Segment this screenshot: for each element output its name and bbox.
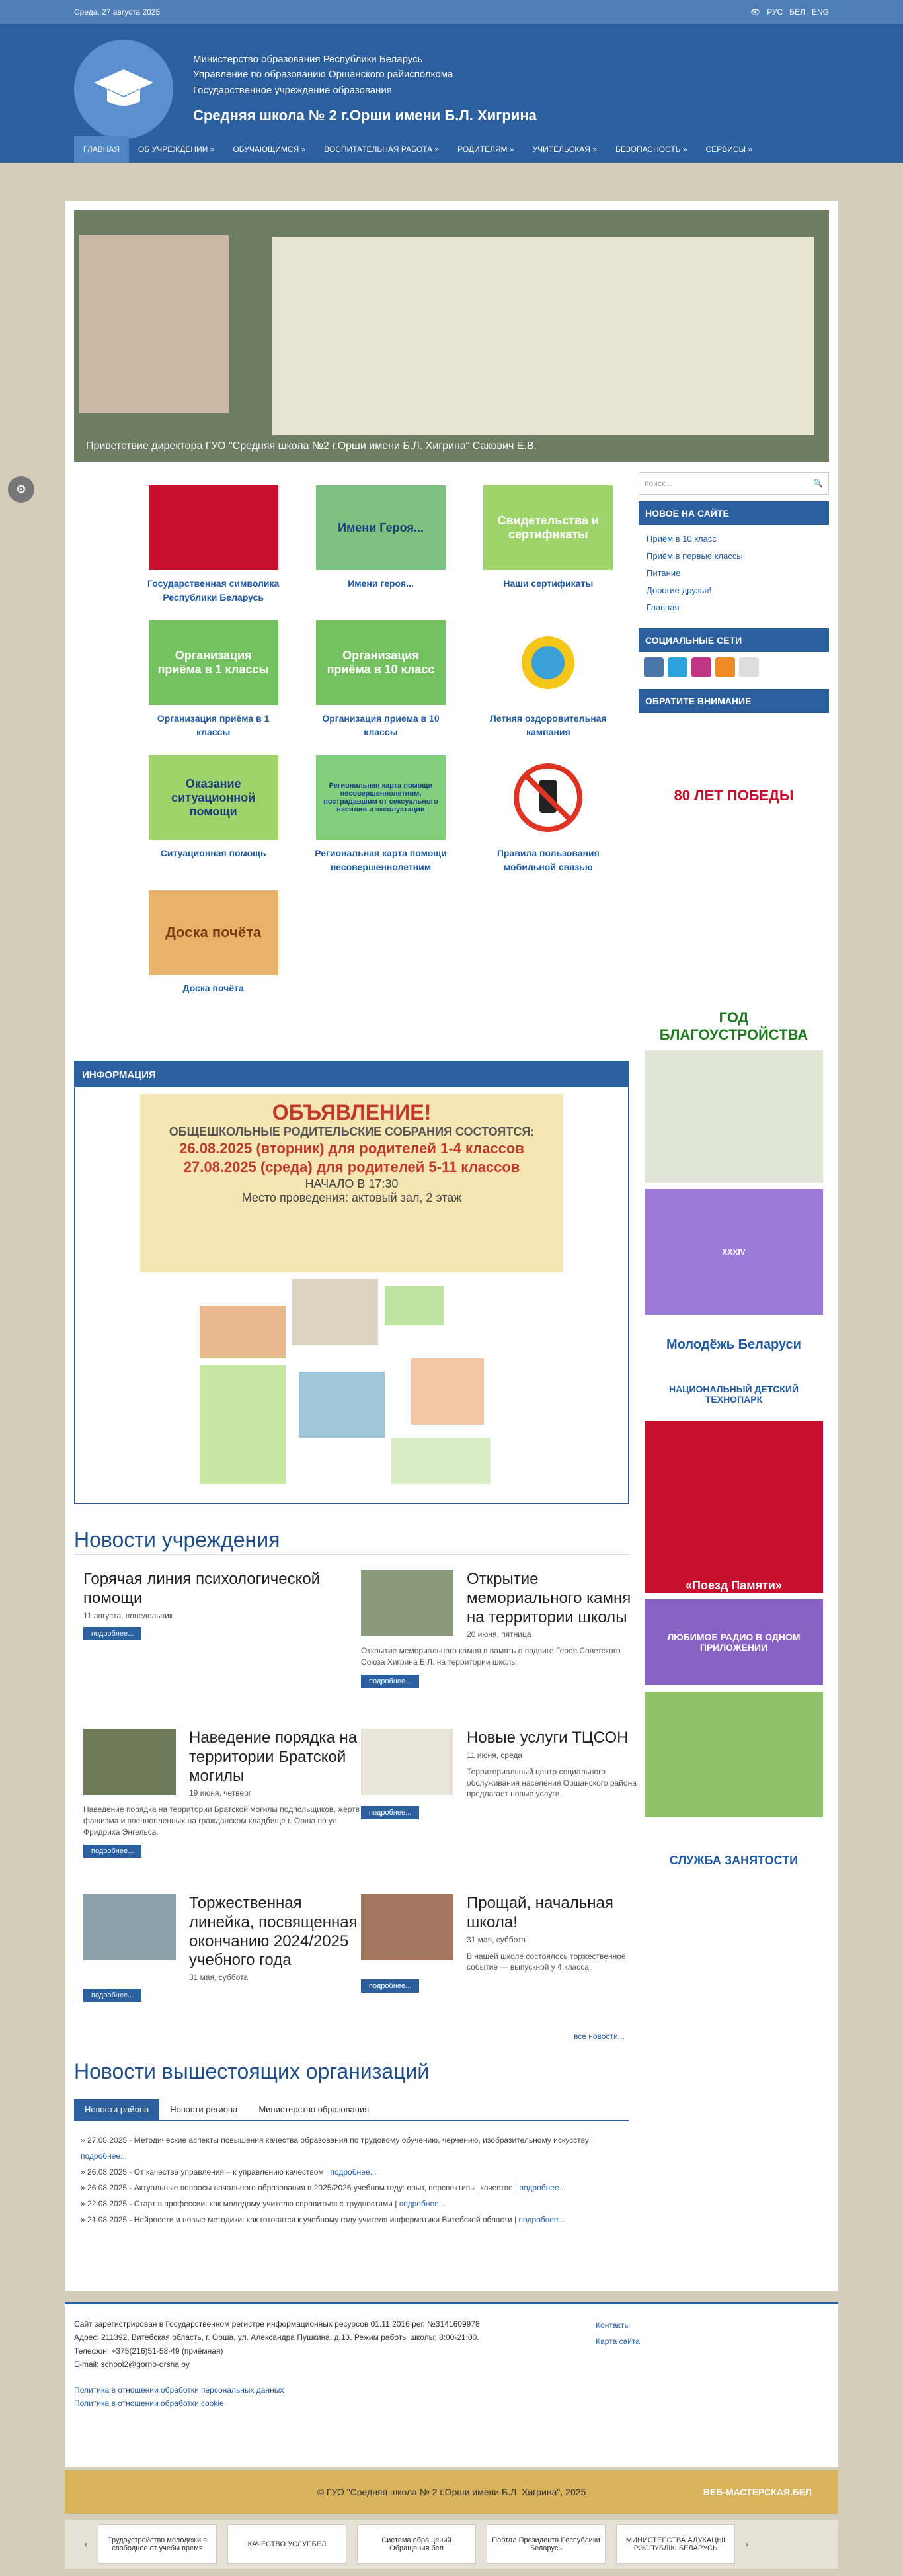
tab-news-item: » 21.08.2025 - Нейросети и новые методики: как готовятся к учебному году учителя информатики Витебской области | подробнее...: [81, 2215, 565, 2224]
tab-news-item: » 26.08.2025 - Актуальные вопросы начального образования в 2025/2026 учебном году: опыт, перспективы, качество | подробнее...: [81, 2183, 566, 2192]
arrow-right-icon[interactable]: ›: [746, 2540, 748, 2549]
info-collage-image[interactable]: [193, 1279, 510, 1491]
employment-service-banner[interactable]: СЛУЖБА ЗАНЯТОСТИ: [645, 1824, 823, 1897]
news-thumbnail[interactable]: [361, 1894, 453, 1960]
news-item: Прощай, начальная школа! 31 мая, суббота В нашей школе состоялось торжественное событие — выпускной у 4 класса. подробнее...: [361, 1894, 639, 1993]
partner-carousel: ‹ Трудоустройство молодежи в свободное от учебы время КАЧЕСТВО УСЛУГ.БЕЛ Система обращений Обращения.бел Портал Президента Республики Беларусь МИНИСТЕРСТВА АДУКАЦЫІ РЭСПУБЛІКІ БЕЛАРУСЬ ›: [65, 2520, 838, 2569]
news-tabs: [74, 2099, 629, 2121]
site-header: [0, 24, 903, 163]
search-icon[interactable]: 🔍: [813, 479, 823, 488]
quick-link-regional-map[interactable]: Региональная карта помощи несовершеннолетним, пострадавшим от сексуального насилия и эксплуатации Региональная карта помощи несовершеннолетним: [297, 755, 464, 874]
year-of-improvement-banner[interactable]: ГОД БЛАГОУСТРОЙСТВА: [645, 878, 823, 1044]
state-symbols-icon: [149, 485, 278, 570]
school-name: Средняя школа № 2 г.Орши имени Б.Л. Хигрина: [193, 106, 537, 124]
announcement-poster[interactable]: ОБЪЯВЛЕНИЕ! ОБЩЕШКОЛЬНЫЕ РОДИТЕЛЬСКИЕ СОБРАНИЯ СОСТОЯТСЯ: 26.08.2025 (вторник) для родителей 1-4 классов 27.08.2025 (среда) для родителей 5-11 классов НАЧАЛО В 17:30 Место проведения: актовый зал, 2 этаж: [140, 1094, 563, 1272]
quick-link-situational-help[interactable]: Оказание ситуационной помощи Ситуационная помощь: [130, 755, 297, 874]
nav-parents[interactable]: РОДИТЕЛЯМ »: [457, 145, 514, 154]
graduation-cap-icon: [91, 63, 157, 116]
telegram-icon[interactable]: [668, 657, 687, 677]
footer: Сайт зарегистрирован в Государственном регистре информационных ресурсов 01.11.2016 рег. №3141609978 Адрес: 211392, Витебская область, г. Орша, ул. Александра Пушкина, д.13. Режим работы школы: 8:00-21:00. Телефон: +375(216)51-58-49 (приёмная) E-mail: school2@gorno-orsha.by Политика в отношении обработки персональных данных Политика в отношении обработки cookie Контакты Карта сайта: [65, 2302, 838, 2467]
copyright-bar: © ГУО "Средняя школа № 2 г.Орши имени Б.Л. Хигрина", 2025 ВЕБ-МАСТЕРСКАЯ.БЕЛ: [65, 2470, 838, 2514]
instagram-icon[interactable]: [691, 657, 711, 677]
news-thumbnail[interactable]: [361, 1729, 453, 1795]
youth-belarus-banner[interactable]: Молодёжь Беларуси: [645, 1321, 823, 1368]
header-line-1: Министерство образования Республики Беларусь: [193, 54, 423, 65]
contacts-link[interactable]: Контакты: [596, 2321, 630, 2330]
quick-link-grade10[interactable]: Организация приёма в 10 класс Организация приёма в 10 классы: [297, 620, 464, 739]
mail-icon[interactable]: [739, 657, 759, 677]
victory-80-banner[interactable]: 80 ЛЕТ ПОБЕДЫ: [645, 720, 823, 872]
tab-news-item: » 27.08.2025 - Методические аспекты повышения качества образования по трудовому обучению, черчению, изобразительному искусству | подробнее...: [81, 2136, 594, 2161]
tab-ministry[interactable]: Министерство образования: [258, 2104, 370, 2114]
arrow-left-icon[interactable]: ‹: [85, 2540, 87, 2549]
school-building-image: [272, 237, 814, 435]
map-banner[interactable]: [645, 1050, 823, 1183]
quick-link-symbols[interactable]: Государственная символика Республики Беларусь: [130, 485, 297, 604]
social-title: СОЦИАЛЬНЫЕ СЕТИ: [639, 628, 829, 652]
main-content: [65, 201, 838, 2291]
news-thumbnail[interactable]: [83, 1894, 176, 1960]
higher-news-title: Новости вышестоящих организаций: [74, 2059, 430, 2083]
quick-links: [130, 485, 632, 995]
footer-links: [596, 2317, 640, 2349]
radioplayer-banner[interactable]: ЛЮБИМОЕ РАДИО В ОДНОМ ПРИЛОЖЕНИИ: [645, 1599, 823, 1685]
all-news-link[interactable]: все новости...: [574, 2032, 625, 2041]
technopark-banner[interactable]: НАЦИОНАЛЬНЫЙ ДЕТСКИЙ ТЕХНОПАРК: [645, 1374, 823, 1414]
sidebar: [639, 472, 829, 1897]
lang-en[interactable]: ENG: [811, 7, 829, 17]
attention-title: ОБРАТИТЕ ВНИМАНИЕ: [639, 689, 829, 713]
current-date: Среда, 27 августа 2025: [74, 7, 161, 17]
lang-by[interactable]: БЕЛ: [789, 7, 805, 17]
quick-link-summer[interactable]: Летняя оздоровительная кампания: [465, 620, 632, 739]
memory-train-banner[interactable]: «Поезд Памяти»: [645, 1421, 823, 1593]
nav-safety[interactable]: БЕЗОПАСНОСТЬ »: [615, 145, 687, 154]
nav-about[interactable]: ОБ УЧРЕЖДЕНИИ »: [138, 145, 215, 154]
vk-icon[interactable]: [644, 657, 664, 677]
director-portrait: [79, 235, 229, 413]
studio-link[interactable]: ВЕБ-МАСТЕРСКАЯ.БЕЛ: [703, 2487, 812, 2497]
quick-link-hero[interactable]: Имени Героя... Имени героя...: [297, 485, 464, 604]
nav-services[interactable]: СЕРВИСЫ »: [705, 145, 753, 154]
top-bar: [0, 0, 903, 24]
photo-banner[interactable]: [645, 1692, 823, 1817]
rss-icon[interactable]: [715, 657, 735, 677]
nav-education[interactable]: ВОСПИТАТЕЛЬНАЯ РАБОТА »: [324, 145, 440, 154]
info-title: ИНФОРМАЦИЯ: [75, 1062, 628, 1087]
tab-news-item: » 26.08.2025 - От качества управления – к управлению качеством | подробнее...: [81, 2167, 377, 2177]
news-item: Горячая линия психологической помощи 11 августа, понедельник подробнее...: [83, 1570, 361, 1640]
festival-banner[interactable]: XXXIV: [645, 1189, 823, 1315]
main-nav: [74, 134, 829, 163]
accessibility-icon[interactable]: ⚙: [8, 476, 34, 503]
news-thumbnail[interactable]: [361, 1570, 453, 1636]
nav-teachers[interactable]: УЧИТЕЛЬСКАЯ »: [532, 145, 597, 154]
new-on-site-title: НОВОЕ НА САЙТЕ: [639, 501, 829, 525]
news-item: Открытие мемориального камня на территории школы 20 июня, пятница Открытие мемориального камня в память о подвиге Героя Советского Союза Хигрина Б.Л. на территории школы. подробнее...: [361, 1570, 639, 1688]
news-section-title: Новости учреждения: [74, 1528, 280, 1552]
no-phone-icon: [483, 755, 613, 840]
lang-ru[interactable]: РУС: [767, 7, 783, 17]
social-links: [639, 652, 829, 683]
header-line-3: Государственное учреждение образования: [193, 84, 392, 96]
search-input[interactable]: поиск... 🔍: [639, 472, 829, 495]
quick-link-honor-board[interactable]: Доска почёта Доска почёта: [130, 890, 297, 995]
nav-students[interactable]: ОБУЧАЮЩИМСЯ »: [233, 145, 306, 154]
news-thumbnail[interactable]: [83, 1729, 176, 1795]
header-line-2: Управление по образованию Оршанского райисполкома: [193, 69, 453, 81]
eye-icon[interactable]: 👁: [750, 7, 761, 17]
tab-region[interactable]: Новости региона: [170, 2104, 238, 2114]
news-item: Торжественная линейка, посвященная окончанию 2024/2025 учебного года 31 мая, суббота подробнее...: [83, 1894, 361, 2002]
quick-link-certificates[interactable]: Свидетельства и сертификаты Наши сертификаты: [465, 485, 632, 604]
sitemap-link[interactable]: Карта сайта: [596, 2337, 640, 2346]
slider-caption: Приветствие директора ГУО "Средняя школа №2 г.Орши имени Б.Л. Хигрина" Сакович Е.В.: [86, 440, 537, 452]
nav-home[interactable]: ГЛАВНАЯ: [74, 136, 129, 163]
tab-district[interactable]: Новости района: [74, 2099, 159, 2120]
quick-link-mobile-rules[interactable]: Правила пользования мобильной связью: [465, 755, 632, 874]
quick-link-grade1[interactable]: Организация приёма в 1 классы Организация приёма в 1 классы: [130, 620, 297, 739]
info-block: [74, 1061, 629, 1504]
hero-slider[interactable]: [74, 210, 829, 462]
summer-camp-icon: [483, 620, 613, 705]
tab-news-item: » 22.08.2025 - Старт в профессии: как молодому учителю справиться с трудностями | подробнее...: [81, 2199, 446, 2208]
graduation-cap-logo[interactable]: [74, 40, 173, 139]
news-item: Новые услуги ТЦСОН 11 июня, среда Территориальный центр социального обслуживания населения Оршанского района предлагает новые услуги. подробнее...: [361, 1729, 639, 1819]
new-on-site-list: Приём в 10 класс Приём в первые классы Питание Дорогие друзья! Главная: [647, 534, 743, 612]
cookie-policy-link[interactable]: Политика в отношении обработки cookie: [74, 2398, 224, 2408]
tab-news-list: [81, 2132, 623, 2227]
news-item: Наведение порядка на территории Братской могилы 19 июня, четверг Наведение порядка на территории Братской могилы подпольщиков, жертв фашизма и военнопленных на гражданском кладбище г. Орша по ул. Фридриха Энгельса. подробнее...: [83, 1729, 361, 1858]
privacy-policy-link[interactable]: Политика в отношении обработки персональных данных: [74, 2385, 284, 2395]
